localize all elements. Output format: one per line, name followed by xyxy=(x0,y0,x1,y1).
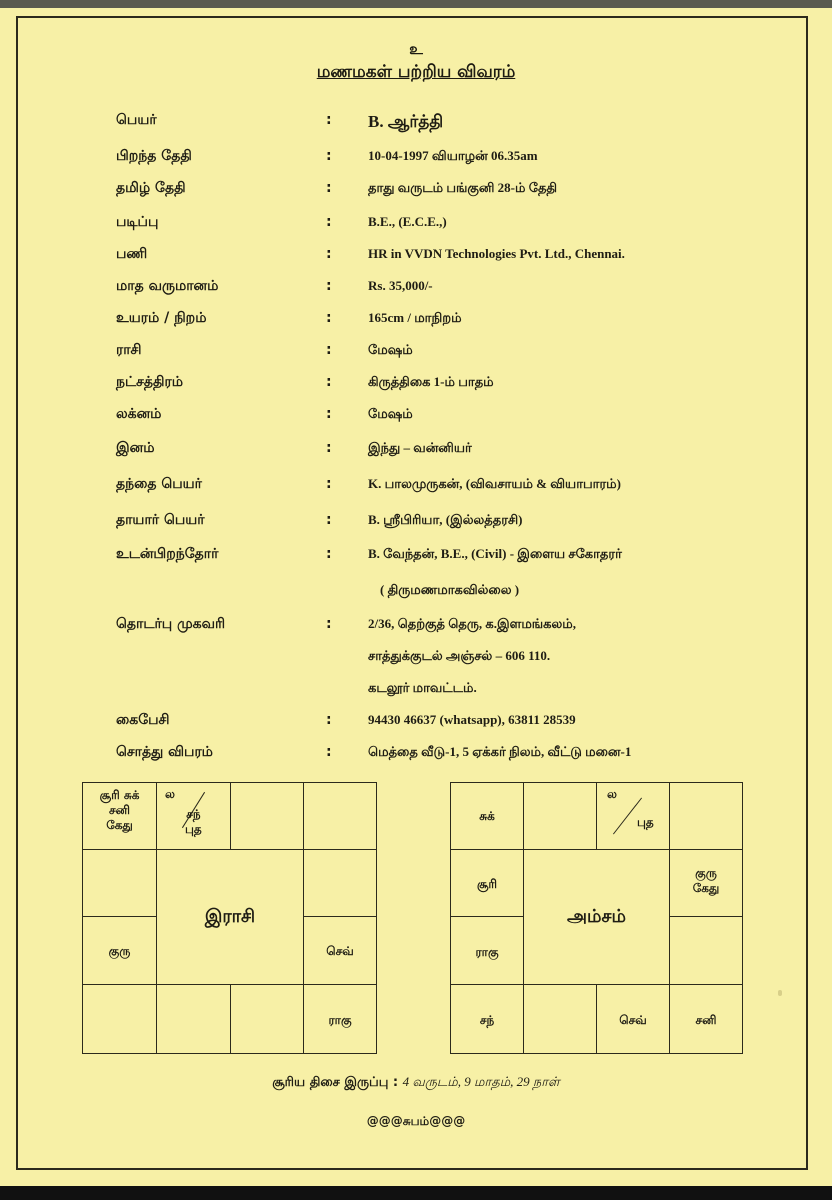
dasa-label: சூரிய திசை இருப்பு : xyxy=(272,1075,399,1090)
field-row-property xyxy=(0,744,832,770)
amsam-cell-text: புத xyxy=(637,815,654,829)
address-line-3: கடலூர் மாவட்டம். xyxy=(368,680,477,695)
field-label: ராசி xyxy=(116,342,142,358)
amsam-cell-3 xyxy=(596,782,670,850)
amsam-cell-text: சூரி xyxy=(476,877,498,891)
field-row-name xyxy=(0,112,832,138)
closing-text: @@@சுபம்@@@ xyxy=(366,1114,466,1128)
field-label: தொடர்பு முகவரி xyxy=(116,616,226,632)
field-colon: : xyxy=(326,546,332,562)
rasi-cell-2 xyxy=(156,782,231,850)
rasi-center xyxy=(156,849,304,985)
dasa-value: 4 வருடம், 9 மாதம், 29 நாள் xyxy=(402,1074,560,1089)
field-colon: : xyxy=(326,112,332,128)
field-row-star xyxy=(0,374,832,400)
field-colon: : xyxy=(326,712,332,728)
amsam-cell-4 xyxy=(669,782,743,850)
top-strip xyxy=(0,0,832,8)
amsam-cell-7 xyxy=(669,984,743,1054)
rasi-cell-9 xyxy=(156,984,231,1054)
field-colon: : xyxy=(326,342,332,358)
field-colon: : xyxy=(326,374,332,390)
field-label: உடன்பிறந்தோர் xyxy=(116,546,219,562)
field-value: 94430 46637 (whatsapp), 63811 28539 xyxy=(368,712,576,727)
rasi-cell-text: குரு xyxy=(108,944,131,958)
field-value: B.E., (E.C.E.,) xyxy=(368,214,447,229)
address-line-2: சாத்துக்குடல் அஞ்சல் – 606 110. xyxy=(368,648,551,663)
field-row-education xyxy=(0,214,832,240)
field-label: படிப்பு xyxy=(116,214,159,230)
field-colon: : xyxy=(326,616,332,632)
field-label: உயரம் / நிறம் xyxy=(116,310,207,326)
rasi-cell-1 xyxy=(82,782,157,850)
rasi-cell-text: சந் புத xyxy=(185,807,202,836)
amsam-cell-text: குரு கேது xyxy=(692,866,720,895)
amsam-center xyxy=(523,849,670,985)
field-row-address xyxy=(0,616,832,642)
amsam-center-label: அம்சம் xyxy=(567,905,626,927)
field-colon: : xyxy=(326,744,332,760)
field-label: தந்தை பெயர் xyxy=(116,476,202,492)
field-value: B. வேந்தன், B.E., (Civil) - இளைய சகோதரர் xyxy=(368,546,622,561)
field-colon: : xyxy=(326,214,332,230)
field-colon: : xyxy=(326,246,332,262)
rasi-cell-8 xyxy=(230,984,304,1054)
field-row-rasi xyxy=(0,342,832,368)
amsam-cell-text: ராகு xyxy=(475,945,499,959)
rasi-cell-text: ல xyxy=(165,787,175,801)
field-row-mobile xyxy=(0,712,832,738)
field-colon: : xyxy=(326,476,332,492)
field-label: நட்சத்திரம் xyxy=(116,374,183,390)
field-value: B. ஸ்ரீபிரியா, (இல்லத்தரசி) xyxy=(368,512,523,527)
amsam-cell-text: சுக் xyxy=(479,809,495,823)
field-value: HR in VVDN Technologies Pvt. Ltd., Chennai. xyxy=(368,246,625,261)
rasi-center-label: இராசி xyxy=(204,905,256,927)
field-label: தாயார் பெயர் xyxy=(116,512,205,528)
amsam-cell-1 xyxy=(450,782,524,850)
amsam-cell-11 xyxy=(450,916,524,985)
field-value: B. ஆர்த்தி xyxy=(368,112,444,131)
rasi-cell-3 xyxy=(230,782,304,850)
field-row-father xyxy=(0,476,832,502)
amsam-cell-12 xyxy=(450,849,524,917)
rasi-cell-12 xyxy=(82,849,157,917)
field-colon: : xyxy=(326,278,332,294)
field-label: லக்னம் xyxy=(116,406,162,422)
field-row-lagnam xyxy=(0,406,832,432)
field-label: தமிழ் தேதி xyxy=(116,180,186,196)
field-colon: : xyxy=(326,180,332,196)
field-row-mother xyxy=(0,512,832,538)
rasi-cell-6 xyxy=(303,916,377,985)
field-colon: : xyxy=(326,440,332,456)
bottom-bar xyxy=(0,1186,832,1200)
field-colon: : xyxy=(326,148,332,164)
field-value: மெத்தை வீடு-1, 5 ஏக்கர் நிலம், வீட்டு மனை-1 xyxy=(368,744,632,759)
field-row-height xyxy=(0,310,832,336)
rasi-cell-11 xyxy=(82,916,157,985)
field-row-community xyxy=(0,440,832,466)
field-label: பிறந்த தேதி xyxy=(116,148,192,164)
field-value: K. பாலமுருகன், (விவசாயம் & வியாபாரம்) xyxy=(368,476,621,491)
field-row-job xyxy=(0,246,832,272)
field-value: 10-04-1997 வியாழன் 06.35am xyxy=(368,148,538,163)
field-value: 2/36, தெற்குத் தெரு, க.இளமங்கலம், xyxy=(368,616,576,631)
amsam-cell-10 xyxy=(450,984,524,1054)
amsam-cell-8 xyxy=(596,984,670,1054)
page-title: மணமகள் பற்றிய விவரம் xyxy=(316,62,516,82)
rasi-cell-4 xyxy=(303,782,377,850)
field-value: மேஷம் xyxy=(368,406,413,421)
field-colon: : xyxy=(326,310,332,326)
amsam-cell-6 xyxy=(669,916,743,985)
field-value: மேஷம் xyxy=(368,342,413,357)
rasi-cell-text: சூரி சுக் சனி கேது xyxy=(99,788,140,832)
field-row-income xyxy=(0,278,832,304)
amsam-cell-5 xyxy=(669,849,743,917)
field-value: கிருத்திகை 1-ம் பாதம் xyxy=(368,374,494,389)
amsam-cell-text: சனி xyxy=(695,1013,717,1027)
field-row-dob xyxy=(0,148,832,174)
field-value: இந்து – வன்னியர் xyxy=(368,440,472,455)
field-value: தாது வருடம் பங்குனி 28-ம் தேதி xyxy=(368,180,558,195)
sibling-note: ( திருமணமாகவில்லை ) xyxy=(380,582,520,597)
paper-mark xyxy=(778,990,782,996)
field-row-siblings xyxy=(0,546,832,572)
rasi-cell-5 xyxy=(303,849,377,917)
dasa-balance xyxy=(0,1074,832,1091)
rasi-cell-10 xyxy=(82,984,157,1054)
field-label: இனம் xyxy=(116,440,155,456)
rasi-cell-7 xyxy=(303,984,377,1054)
field-value: 165cm / மாநிறம் xyxy=(368,310,462,325)
field-label: பணி xyxy=(116,246,148,262)
rasi-cell-text: ராகு xyxy=(328,1013,352,1027)
field-label: கைபேசி xyxy=(116,712,170,728)
pillaiyar-suzhi: உ xyxy=(409,40,423,58)
amsam-cell-9 xyxy=(523,984,597,1054)
amsam-cell-2 xyxy=(523,782,597,850)
field-label: பெயர் xyxy=(116,112,157,128)
amsam-cell-text: ல xyxy=(607,787,617,801)
field-colon: : xyxy=(326,512,332,528)
field-value: Rs. 35,000/- xyxy=(368,278,433,293)
field-row-tamil-date xyxy=(0,180,832,206)
field-label: மாத வருமானம் xyxy=(116,278,219,294)
field-colon: : xyxy=(326,406,332,422)
rasi-cell-text: செவ் xyxy=(326,944,354,958)
amsam-cell-text: செவ் xyxy=(619,1013,647,1027)
field-label: சொத்து விபரம் xyxy=(116,744,213,760)
amsam-cell-text: சந் xyxy=(479,1013,495,1027)
